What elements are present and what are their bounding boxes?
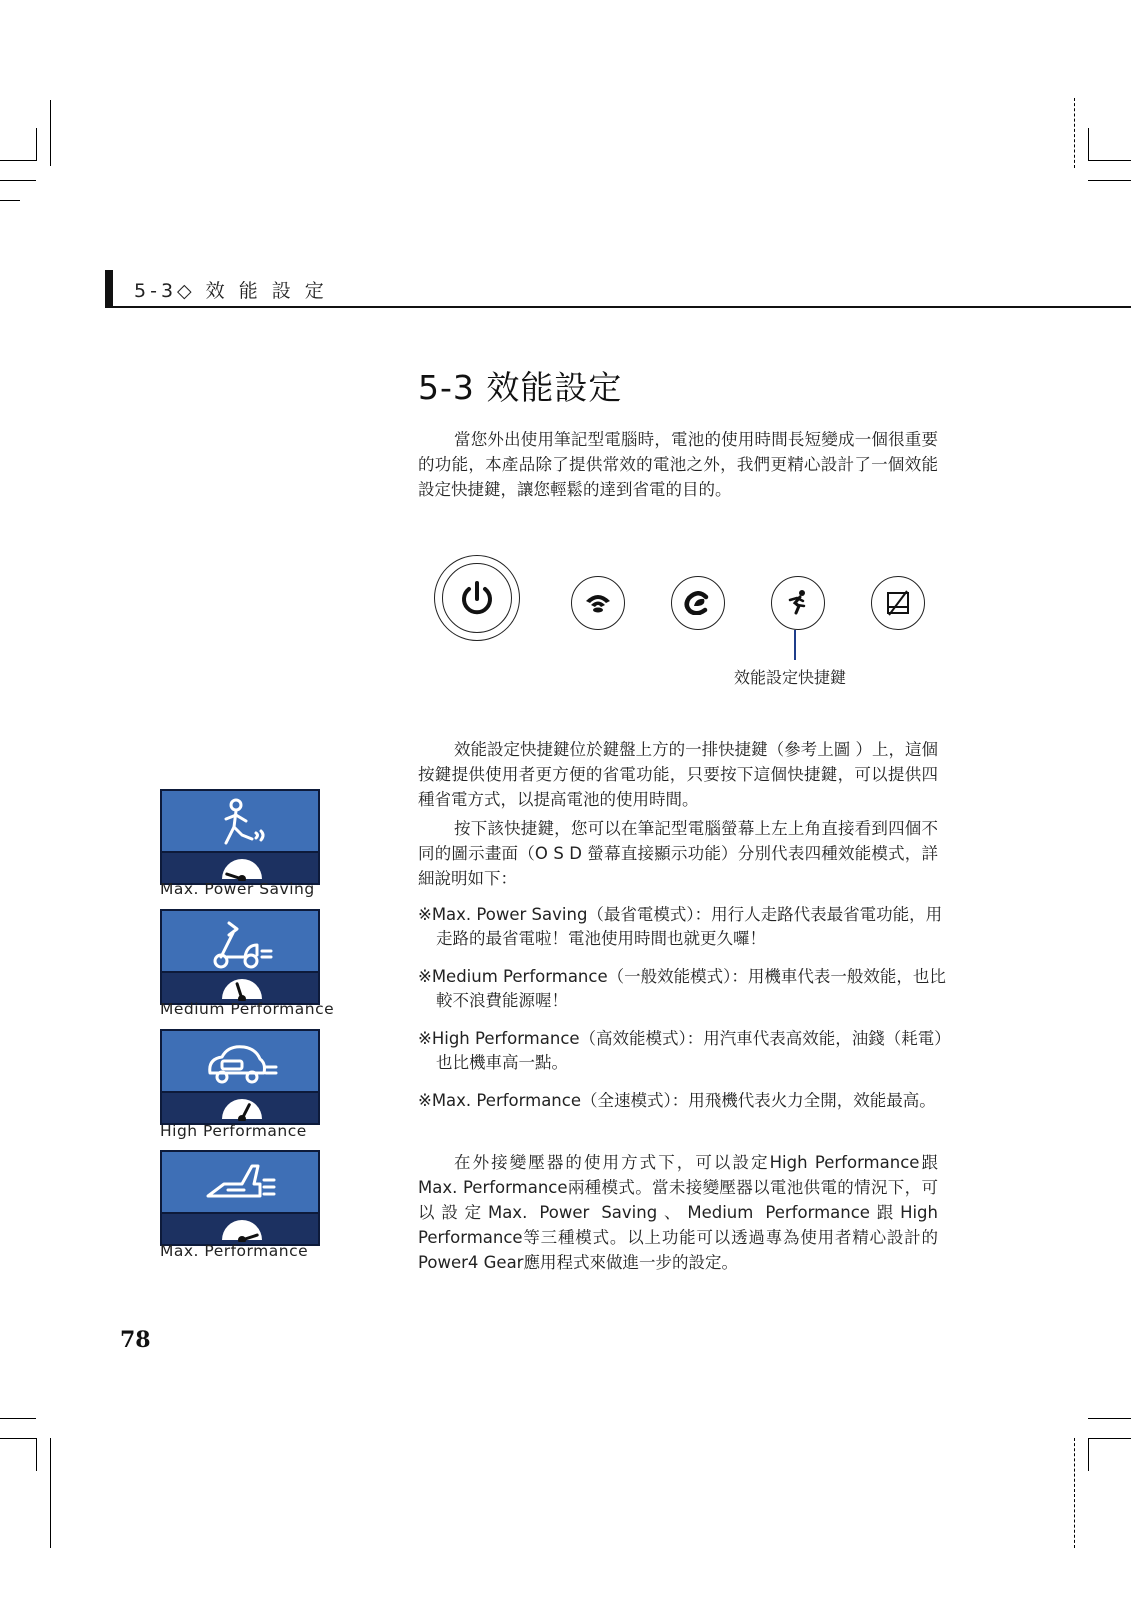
body-text: [418, 737, 938, 891]
osd-band: [162, 971, 318, 1003]
car-icon: [204, 1041, 280, 1091]
osd-medium-performance: [160, 909, 320, 1005]
gauge-icon: [219, 1216, 265, 1242]
osd-high-performance: [160, 1029, 320, 1125]
osd-band: [162, 1212, 318, 1244]
header-rule: [105, 306, 1131, 308]
note-medium-performance: ※Medium Performance（一般效能模式）：用機車代表一般效能，也比較不浪費能源喔！: [418, 967, 946, 1010]
note-max-performance: ※Max. Performance（全速模式）：用飛機代表火力全開，效能最高。: [418, 1091, 936, 1110]
running-header: 5-3◇ 效 能 設 定: [134, 280, 328, 302]
power-key[interactable]: [442, 563, 512, 633]
gauge-icon: [219, 1095, 265, 1121]
scooter-icon: [207, 917, 277, 973]
paragraph-hotkey-location: 效能設定快捷鍵位於鍵盤上方的一排快捷鍵（參考上圖 ）上，這個按鍵提供使用者更方便的省電功能，只要按下這個快捷鍵，可以提供四種省電方式，以提高電池的使用時間。: [418, 740, 938, 809]
intro-text: 當您外出使用筆記型電腦時，電池的使用時間長短變成一個很重要的功能，本產品除了提供常效的電池之外，我們更精心設計了一個效能設定快捷鍵，讓您輕鬆的達到省電的目的。: [418, 430, 938, 499]
header-bar: [105, 270, 113, 307]
note-high-performance: ※High Performance（高效能模式）：用汽車代表高效能，油錢（耗電）也比機車高一點。: [418, 1029, 951, 1072]
power-icon: [457, 578, 497, 618]
note-max-power-saving: ※Max. Power Saving（最省電模式）：用行人走路代表最省電功能，用走路的最省電啦！電池使用時間也就更久囉！: [418, 905, 943, 948]
email-key[interactable]: [671, 576, 725, 630]
paragraph-osd: 按下該快捷鍵，您可以在筆記型電腦螢幕上左上角直接看到四個不同的圖示畫面（O S D 螢幕直接顯示功能）分別代表四種效能模式，詳細說明如下：: [418, 819, 938, 888]
walker-icon: [212, 797, 272, 851]
intro-paragraph: [418, 427, 938, 502]
osd-caption: High Performance: [160, 1122, 307, 1140]
callout-line: [794, 630, 796, 660]
performance-key[interactable]: [771, 576, 825, 630]
page-number: 78: [120, 1327, 151, 1353]
touchpad-icon: [885, 590, 911, 616]
page-title: 5-3 效能設定: [418, 368, 623, 407]
osd-caption: Max. Power Saving: [160, 880, 315, 898]
callout-label: 效能設定快捷鍵: [734, 668, 847, 687]
touchpad-key[interactable]: [871, 576, 925, 630]
performance-icon: [786, 589, 810, 617]
osd-max-performance: [160, 1150, 320, 1246]
gauge-icon: [219, 855, 265, 881]
osd-band: [162, 1091, 318, 1123]
airplane-icon: [204, 1160, 280, 1210]
osd-caption: Max. Performance: [160, 1242, 309, 1260]
wireless-icon: [583, 591, 613, 615]
osd-max-power-saving: [160, 789, 320, 885]
closing-paragraph: [418, 1150, 938, 1275]
closing-text: 在外接變壓器的使用方式下，可以設定High Performance跟Max. Performance兩種模式。當未接變壓器以電池供電的情況下，可以設定Max. Power Saving、Medium Performance跟High Performance等三種模式。以上功能可以透過專為使用者精心設計的Power4 Gear應用程式來做進一步的設定。: [418, 1153, 938, 1272]
gauge-icon: [219, 975, 265, 1001]
email-icon: [684, 591, 712, 615]
osd-caption: Medium Performance: [160, 1000, 335, 1018]
osd-band: [162, 851, 318, 883]
wireless-key[interactable]: [571, 576, 625, 630]
